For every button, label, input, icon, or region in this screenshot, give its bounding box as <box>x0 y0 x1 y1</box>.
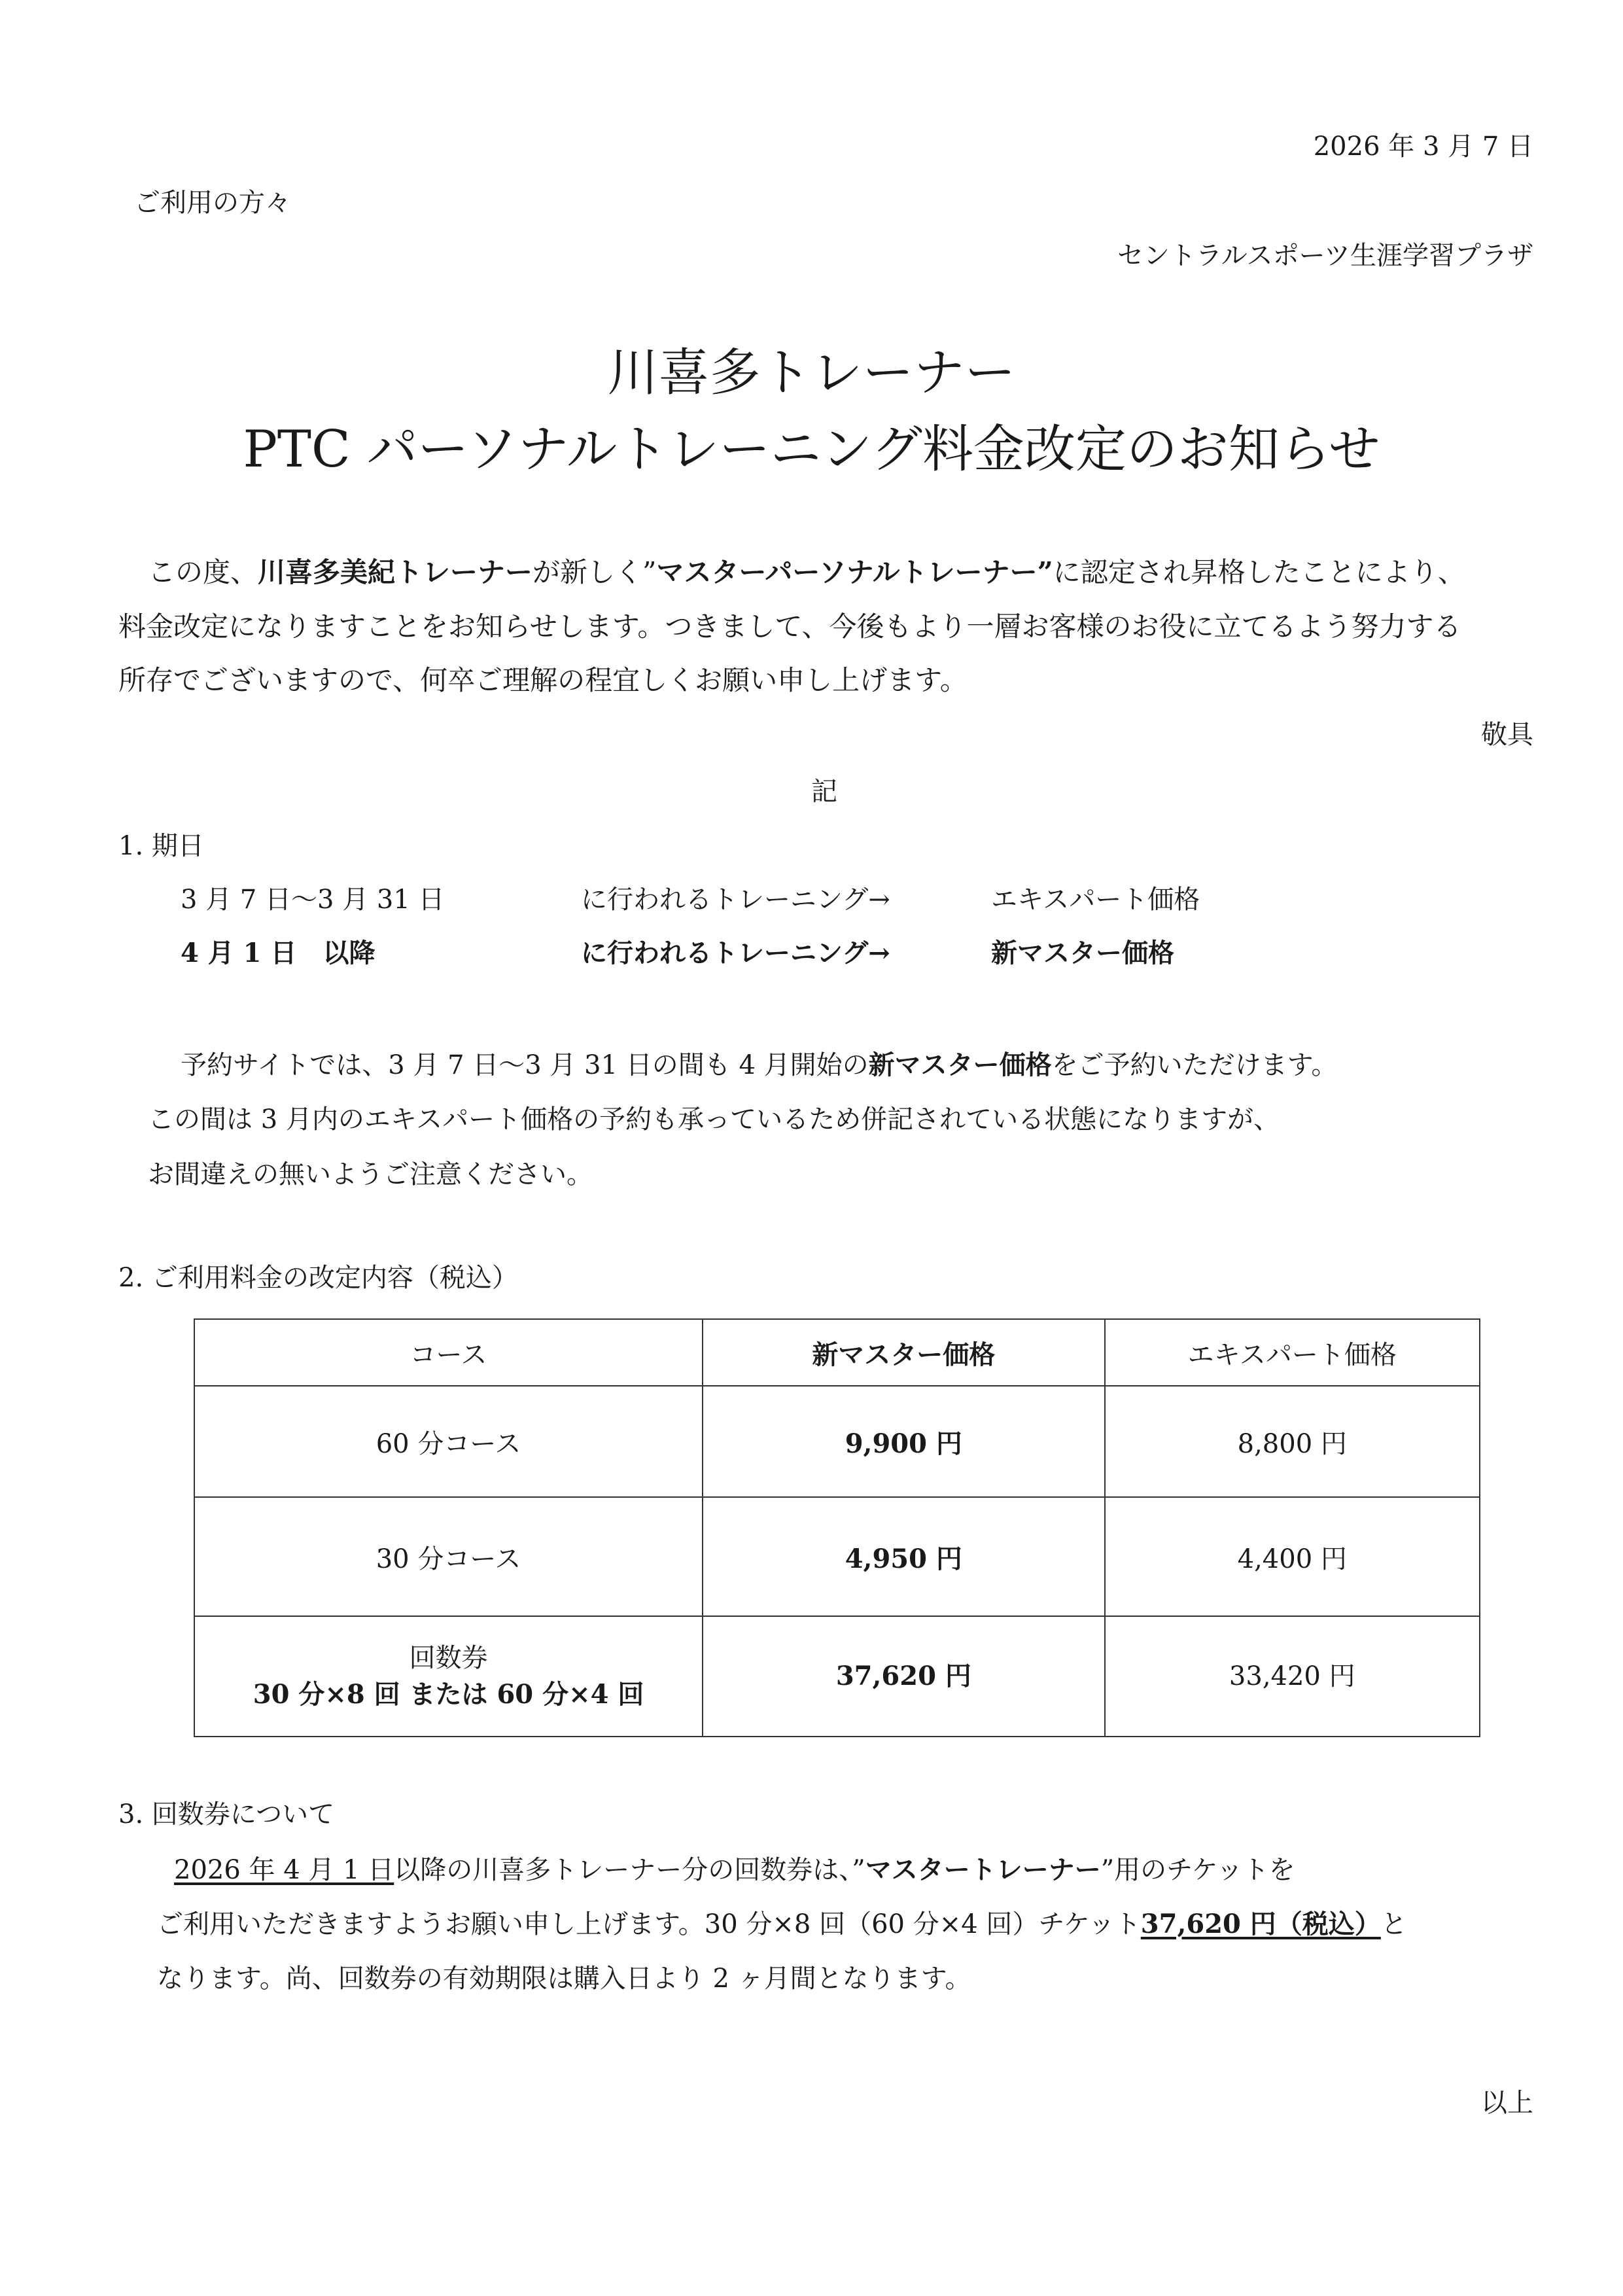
master-price: 4,950 円 <box>703 1497 1104 1616</box>
table-row <box>194 1616 1480 1737</box>
reservation-note-3: お間違えの無いようご注意ください。 <box>148 1159 593 1190</box>
intro-text: が新しく” <box>532 556 657 588</box>
document-date: 2026 年 3 月 7 日 <box>1313 132 1533 162</box>
table-header-row <box>194 1319 1480 1386</box>
ticket-note-3: なります。尚、回数券の有効期限は購入日より 2 ヶ月間となります。 <box>157 1964 971 1994</box>
fee-table <box>194 1318 1480 1737</box>
table-row <box>194 1386 1480 1497</box>
section1-heading: 1. 期日 <box>118 831 204 861</box>
course-name: 30 分コース <box>194 1497 703 1616</box>
course-name: 60 分コース <box>194 1386 703 1497</box>
intro-line-2: 料金改定になりますことをお知らせします。つきまして、今後もより一層お客様のお役に立てるよう努力する <box>118 610 1461 643</box>
sender: セントラルスポーツ生涯学習プラザ <box>1117 241 1533 271</box>
note-text: ”用のチケットを <box>1100 1855 1295 1885</box>
master-price: 37,620 円 <box>703 1616 1104 1737</box>
title-line-1: 川喜多トレーナー <box>607 344 1016 402</box>
note-highlight: 新マスター価格 <box>868 1050 1052 1080</box>
header-master-price: 新マスター価格 <box>703 1319 1104 1386</box>
note-text: 以降の川喜多トレーナー分の回数券は、” <box>394 1855 865 1885</box>
recipient: ご利用の方々 <box>134 188 291 218</box>
intro-line-1 <box>148 553 1465 592</box>
reservation-note-1 <box>181 1047 1337 1084</box>
ki-mark: 記 <box>811 777 837 807</box>
period-april: 4 月 1 日 以降 <box>181 938 375 968</box>
ticket-price: 37,620 円（税込） <box>1140 1909 1381 1939</box>
course-name: 回数券 <box>409 1643 488 1673</box>
trainer-rank: マスターパーソナルトレーナー” <box>656 556 1053 588</box>
ticket-note-1 <box>174 1852 1295 1888</box>
header-expert-price: エキスパート価格 <box>1105 1319 1480 1386</box>
expert-price: 33,420 円 <box>1105 1616 1480 1737</box>
header-course: コース <box>194 1319 703 1386</box>
note-text: ご利用いただきますようお願い申し上げます。30 分×8 回（60 分×4 回）チケット <box>157 1909 1141 1939</box>
table-row <box>194 1497 1480 1616</box>
closing-keigu: 敬具 <box>1481 720 1533 750</box>
note-text: 予約サイトでは、3 月 7 日～3 月 31 日の間も 4 月開始の <box>181 1050 869 1080</box>
closing-ijou: 以上 <box>1481 2088 1533 2118</box>
course-detail: 30 分×8 回 または 60 分×4 回 <box>253 1679 644 1710</box>
intro-text: この度、 <box>148 556 258 588</box>
price-april: 新マスター価格 <box>991 938 1174 968</box>
training-april: に行われるトレーニング→ <box>581 938 890 968</box>
trainer-name: 川喜多美紀トレーナー <box>258 556 533 588</box>
effective-date: 2026 年 4 月 1 日 <box>174 1855 394 1885</box>
intro-line-3: 所存でございますので、何卒ご理解の程宜しくお願い申し上げます。 <box>118 664 968 696</box>
section2-heading: 2. ご利用料金の改定内容（税込） <box>118 1263 518 1293</box>
ticket-note-2 <box>157 1906 1407 1943</box>
period-march: 3 月 7 日～3 月 31 日 <box>181 885 445 915</box>
reservation-note-2: この間は 3 月内のエキスパート価格の予約も承っているため併記されている状態になりますが、 <box>148 1104 1280 1135</box>
course-name-ticket <box>194 1616 703 1737</box>
intro-text: に認定され昇格したことにより、 <box>1053 556 1465 588</box>
training-march: に行われるトレーニング→ <box>581 885 890 915</box>
expert-price: 4,400 円 <box>1105 1497 1480 1616</box>
note-text: をご予約いただけます。 <box>1051 1050 1338 1080</box>
note-text: と <box>1380 1909 1407 1939</box>
expert-price: 8,800 円 <box>1105 1386 1480 1497</box>
price-march: エキスパート価格 <box>991 885 1200 915</box>
title-line-2: PTC パーソナルトレーニング料金改定のお知らせ <box>243 420 1380 479</box>
section3-heading: 3. 回数券について <box>118 1799 335 1829</box>
master-price: 9,900 円 <box>703 1386 1104 1497</box>
trainer-rank: マスタートレーナー <box>865 1854 1101 1885</box>
